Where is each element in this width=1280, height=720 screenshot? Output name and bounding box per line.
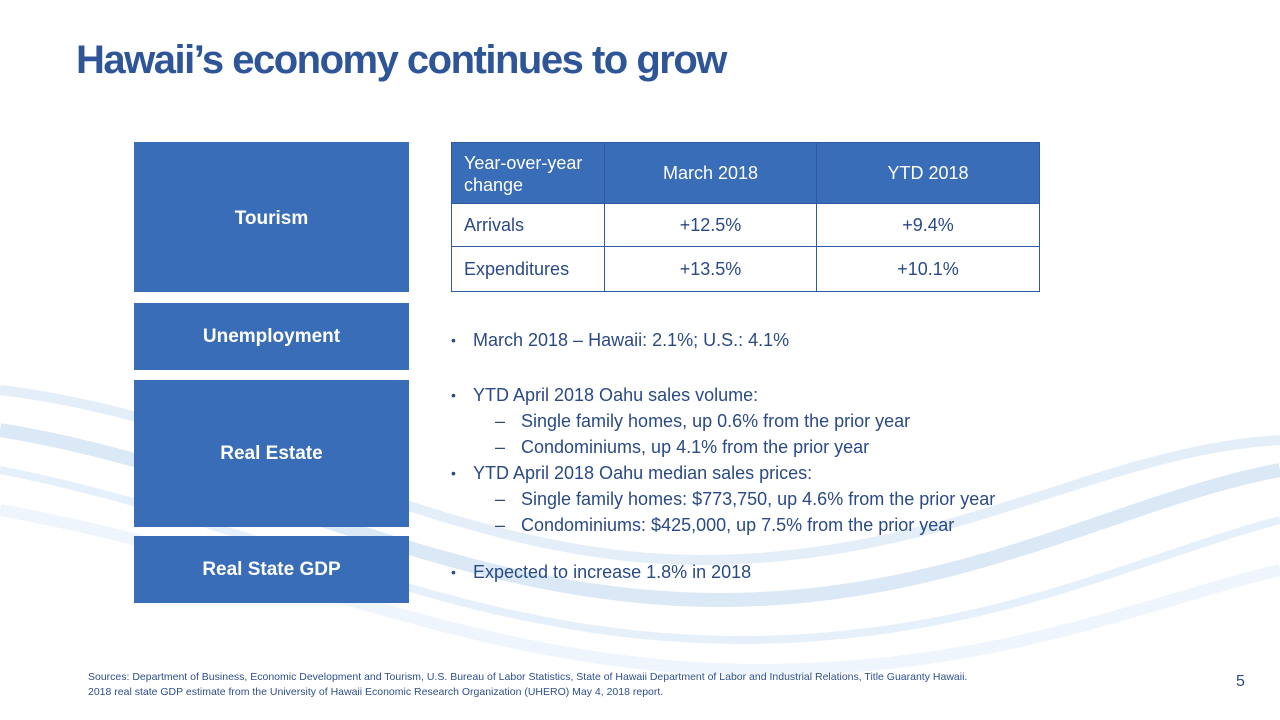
gdp-label-box	[134, 536, 409, 603]
tourism-label-box	[134, 142, 409, 292]
unemployment-label: Unemployment	[202, 325, 341, 347]
sub-bullet-item	[451, 512, 995, 538]
sub-bullet-text: Condominiums, up 4.1% from the prior year	[521, 437, 870, 457]
sub-bullet-text: Single family homes: $773,750, up 4.6% from the prior year	[521, 489, 996, 509]
table-header-cell: YTD 2018	[817, 143, 1040, 204]
table-cell: Arrivals	[452, 204, 605, 247]
gdp-label: Real State GDP	[202, 558, 341, 580]
sub-bullet-text: Condominiums: $425,000, up 7.5% from the prior year	[521, 515, 955, 535]
dash-icon: –	[495, 489, 506, 509]
sub-bullet-text: Single family homes, up 0.6% from the prior year	[521, 411, 911, 431]
tourism-table	[451, 142, 1040, 292]
bullet-icon: •	[451, 465, 456, 481]
bullet-text: YTD April 2018 Oahu median sales prices:	[473, 463, 813, 483]
footnote-line: 2018 real state GDP estimate from the University of Hawaii Economic Research Organization (UHERO) May 4, 2018 report.	[88, 686, 664, 698]
table-cell: +10.1%	[817, 247, 1040, 292]
bullet-item	[451, 327, 789, 353]
real-estate-label: Real Estate	[220, 442, 323, 464]
page-title: Hawaii’s economy continues to grow	[76, 38, 726, 82]
tourism-label: Tourism	[234, 208, 309, 229]
bullet-text: YTD April 2018 Oahu sales volume:	[473, 385, 759, 405]
bullet-icon: •	[451, 564, 456, 580]
table-row	[452, 204, 1040, 247]
unemployment-bullets	[451, 327, 789, 353]
unemployment-label-box	[134, 303, 409, 370]
sources-footnote	[88, 670, 967, 700]
dash-icon: –	[495, 437, 506, 457]
bullet-icon: •	[451, 332, 456, 348]
dash-icon: –	[495, 411, 506, 431]
dash-icon: –	[495, 515, 506, 535]
table-cell: Expenditures	[452, 247, 605, 292]
sub-bullet-item	[451, 434, 995, 460]
bullet-text: Expected to increase 1.8% in 2018	[473, 562, 752, 582]
sub-bullet-item	[451, 408, 995, 434]
gdp-bullets	[451, 559, 751, 585]
table-cell: +13.5%	[605, 247, 817, 292]
real-estate-label-box	[134, 380, 409, 527]
bullet-item	[451, 460, 995, 486]
table-cell: +12.5%	[605, 204, 817, 247]
bullet-icon: •	[451, 387, 456, 403]
table-cell: +9.4%	[817, 204, 1040, 247]
bullet-item	[451, 382, 995, 408]
table-header-row	[452, 143, 1040, 204]
table-row	[452, 247, 1040, 292]
table-header-cell: March 2018	[605, 143, 817, 204]
real-estate-bullets	[451, 382, 995, 538]
bullet-text: March 2018 – Hawaii: 2.1%; U.S.: 4.1%	[473, 330, 790, 350]
footnote-line: Sources: Department of Business, Economic Development and Tourism, U.S. Bureau of Labor Statistics, State of Hawaii Department of Labor and Industrial Relations, Title Guaranty Hawaii.	[88, 671, 968, 683]
bullet-item	[451, 559, 751, 585]
sub-bullet-item	[451, 486, 995, 512]
table-header-cell: Year-over-year change	[452, 143, 605, 204]
page-number: 5	[1236, 673, 1245, 690]
